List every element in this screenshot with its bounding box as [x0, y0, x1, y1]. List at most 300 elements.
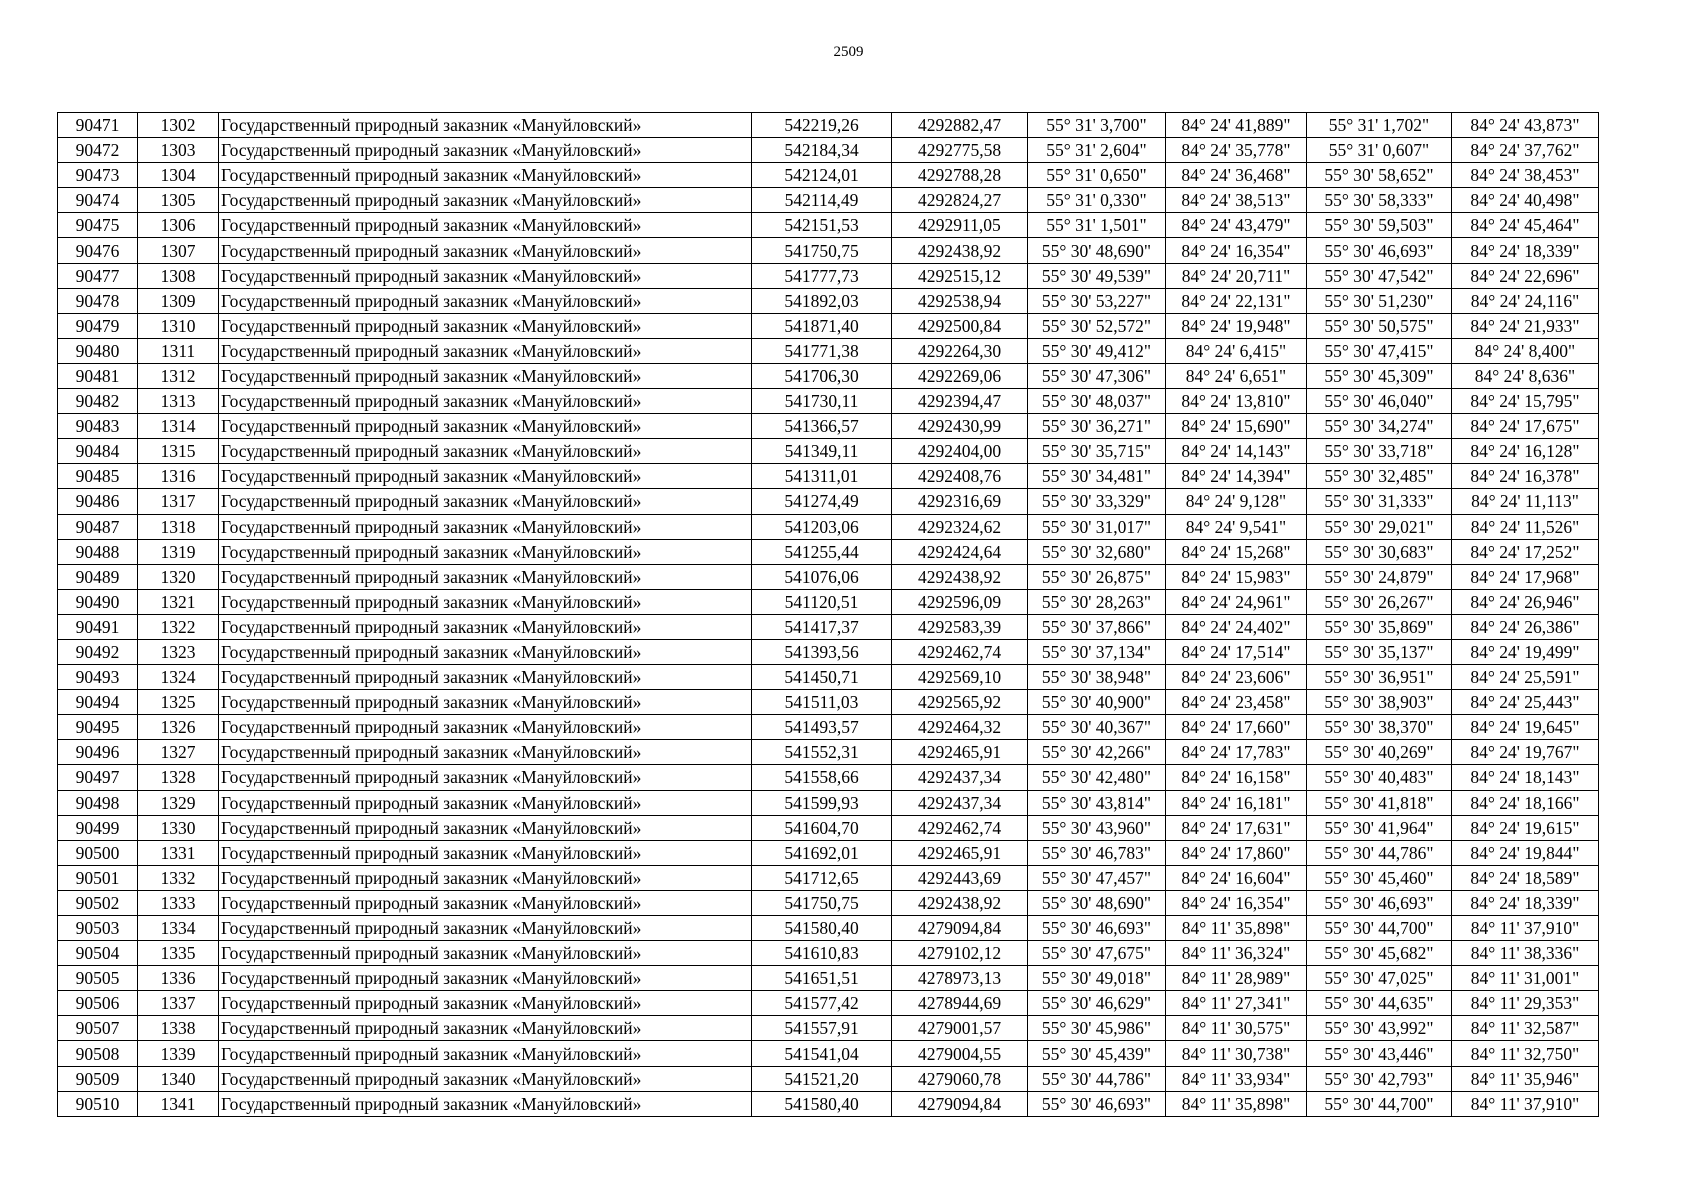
territory-name-cell: Государственный природный заказник «Мануйловский» — [219, 639, 752, 664]
x-coordinate-cell: 542114,49 — [752, 188, 892, 213]
row-number-cell: 90502 — [58, 890, 138, 915]
latitude-cell: 55° 30' 42,480" — [1028, 765, 1166, 790]
territory-name-cell: Государственный природный заказник «Мануйловский» — [219, 589, 752, 614]
x-coordinate-cell: 541750,75 — [752, 238, 892, 263]
longitude-cell: 84° 24' 16,604" — [1166, 865, 1307, 890]
table-row — [58, 941, 1599, 966]
latitude-2-cell: 55° 30' 44,786" — [1307, 840, 1452, 865]
row-number-cell: 90479 — [58, 313, 138, 338]
latitude-cell: 55° 30' 49,412" — [1028, 338, 1166, 363]
latitude-2-cell: 55° 30' 43,446" — [1307, 1041, 1452, 1066]
y-coordinate-cell: 4279094,84 — [892, 916, 1028, 941]
row-number-cell: 90473 — [58, 163, 138, 188]
row-number-cell: 90496 — [58, 740, 138, 765]
territory-name-cell: Государственный природный заказник «Мануйловский» — [219, 389, 752, 414]
table-row — [58, 715, 1599, 740]
latitude-2-cell: 55° 30' 58,652" — [1307, 163, 1452, 188]
point-number-cell: 1324 — [138, 665, 219, 690]
longitude-2-cell: 84° 24' 18,166" — [1452, 790, 1599, 815]
territory-name-cell: Государственный природный заказник «Мануйловский» — [219, 414, 752, 439]
longitude-2-cell: 84° 24' 19,844" — [1452, 840, 1599, 865]
territory-name-cell: Государственный природный заказник «Мануйловский» — [219, 690, 752, 715]
table-row — [58, 1091, 1599, 1116]
territory-name-cell: Государственный природный заказник «Мануйловский» — [219, 439, 752, 464]
table-body — [58, 113, 1599, 1117]
point-number-cell: 1322 — [138, 614, 219, 639]
table-row — [58, 338, 1599, 363]
longitude-cell: 84° 11' 27,341" — [1166, 991, 1307, 1016]
latitude-2-cell: 55° 30' 47,415" — [1307, 338, 1452, 363]
point-number-cell: 1331 — [138, 840, 219, 865]
point-number-cell: 1333 — [138, 890, 219, 915]
latitude-cell: 55° 31' 1,501" — [1028, 213, 1166, 238]
latitude-2-cell: 55° 30' 43,992" — [1307, 1016, 1452, 1041]
territory-name-cell: Государственный природный заказник «Мануйловский» — [219, 514, 752, 539]
latitude-cell: 55° 30' 43,960" — [1028, 815, 1166, 840]
table-row — [58, 363, 1599, 388]
point-number-cell: 1313 — [138, 389, 219, 414]
row-number-cell: 90493 — [58, 665, 138, 690]
territory-name-cell: Государственный природный заказник «Мануйловский» — [219, 213, 752, 238]
longitude-2-cell: 84° 24' 26,946" — [1452, 589, 1599, 614]
row-number-cell: 90477 — [58, 263, 138, 288]
x-coordinate-cell: 542151,53 — [752, 213, 892, 238]
point-number-cell: 1337 — [138, 991, 219, 1016]
longitude-2-cell: 84° 24' 18,143" — [1452, 765, 1599, 790]
territory-name-cell: Государственный природный заказник «Мануйловский» — [219, 790, 752, 815]
row-number-cell: 90491 — [58, 614, 138, 639]
territory-name-cell: Государственный природный заказник «Мануйловский» — [219, 564, 752, 589]
territory-name-cell: Государственный природный заказник «Мануйловский» — [219, 464, 752, 489]
latitude-2-cell: 55° 30' 26,267" — [1307, 589, 1452, 614]
longitude-2-cell: 84° 11' 38,336" — [1452, 941, 1599, 966]
territory-name-cell: Государственный природный заказник «Мануйловский» — [219, 665, 752, 690]
longitude-cell: 84° 24' 19,948" — [1166, 313, 1307, 338]
x-coordinate-cell: 541203,06 — [752, 514, 892, 539]
longitude-cell: 84° 24' 20,711" — [1166, 263, 1307, 288]
latitude-cell: 55° 30' 45,439" — [1028, 1041, 1166, 1066]
point-number-cell: 1310 — [138, 313, 219, 338]
territory-name-cell: Государственный природный заказник «Мануйловский» — [219, 539, 752, 564]
latitude-cell: 55° 30' 42,266" — [1028, 740, 1166, 765]
point-number-cell: 1325 — [138, 690, 219, 715]
x-coordinate-cell: 541076,06 — [752, 564, 892, 589]
territory-name-cell: Государственный природный заказник «Мануйловский» — [219, 715, 752, 740]
longitude-cell: 84° 24' 15,983" — [1166, 564, 1307, 589]
longitude-2-cell: 84° 24' 11,526" — [1452, 514, 1599, 539]
territory-name-cell: Государственный природный заказник «Мануйловский» — [219, 916, 752, 941]
point-number-cell: 1319 — [138, 539, 219, 564]
latitude-2-cell: 55° 30' 35,869" — [1307, 614, 1452, 639]
territory-name-cell: Государственный природный заказник «Мануйловский» — [219, 890, 752, 915]
latitude-2-cell: 55° 30' 47,025" — [1307, 966, 1452, 991]
x-coordinate-cell: 541450,71 — [752, 665, 892, 690]
longitude-2-cell: 84° 24' 45,464" — [1452, 213, 1599, 238]
y-coordinate-cell: 4292465,91 — [892, 740, 1028, 765]
table-row — [58, 690, 1599, 715]
latitude-2-cell: 55° 30' 33,718" — [1307, 439, 1452, 464]
row-number-cell: 90492 — [58, 639, 138, 664]
table-row — [58, 665, 1599, 690]
latitude-cell: 55° 30' 32,680" — [1028, 539, 1166, 564]
y-coordinate-cell: 4292438,92 — [892, 238, 1028, 263]
latitude-cell: 55° 30' 47,306" — [1028, 363, 1166, 388]
longitude-2-cell: 84° 24' 17,252" — [1452, 539, 1599, 564]
y-coordinate-cell: 4292824,27 — [892, 188, 1028, 213]
table-row — [58, 1016, 1599, 1041]
table-row — [58, 213, 1599, 238]
longitude-cell: 84° 11' 35,898" — [1166, 916, 1307, 941]
longitude-2-cell: 84° 11' 32,587" — [1452, 1016, 1599, 1041]
table-row — [58, 1041, 1599, 1066]
territory-name-cell: Государственный природный заказник «Мануйловский» — [219, 163, 752, 188]
y-coordinate-cell: 4292430,99 — [892, 414, 1028, 439]
territory-name-cell: Государственный природный заказник «Мануйловский» — [219, 263, 752, 288]
latitude-2-cell: 55° 30' 46,693" — [1307, 890, 1452, 915]
longitude-2-cell: 84° 24' 18,589" — [1452, 865, 1599, 890]
table-row — [58, 313, 1599, 338]
longitude-cell: 84° 24' 35,778" — [1166, 138, 1307, 163]
longitude-cell: 84° 24' 14,394" — [1166, 464, 1307, 489]
latitude-2-cell: 55° 30' 58,333" — [1307, 188, 1452, 213]
y-coordinate-cell: 4292500,84 — [892, 313, 1028, 338]
latitude-cell: 55° 30' 48,037" — [1028, 389, 1166, 414]
y-coordinate-cell: 4292538,94 — [892, 288, 1028, 313]
y-coordinate-cell: 4292565,92 — [892, 690, 1028, 715]
latitude-2-cell: 55° 30' 31,333" — [1307, 489, 1452, 514]
longitude-cell: 84° 24' 41,889" — [1166, 113, 1307, 138]
latitude-cell: 55° 30' 52,572" — [1028, 313, 1166, 338]
y-coordinate-cell: 4292465,91 — [892, 840, 1028, 865]
longitude-2-cell: 84° 11' 31,001" — [1452, 966, 1599, 991]
latitude-2-cell: 55° 30' 44,700" — [1307, 916, 1452, 941]
row-number-cell: 90471 — [58, 113, 138, 138]
territory-name-cell: Государственный природный заказник «Мануйловский» — [219, 1091, 752, 1116]
territory-name-cell: Государственный природный заказник «Мануйловский» — [219, 765, 752, 790]
latitude-cell: 55° 30' 49,018" — [1028, 966, 1166, 991]
longitude-2-cell: 84° 24' 16,128" — [1452, 439, 1599, 464]
territory-name-cell: Государственный природный заказник «Мануйловский» — [219, 113, 752, 138]
coordinates-table — [57, 112, 1599, 1117]
latitude-2-cell: 55° 30' 30,683" — [1307, 539, 1452, 564]
longitude-cell: 84° 24' 13,810" — [1166, 389, 1307, 414]
territory-name-cell: Государственный природный заказник «Мануйловский» — [219, 1016, 752, 1041]
latitude-cell: 55° 30' 35,715" — [1028, 439, 1166, 464]
row-number-cell: 90494 — [58, 690, 138, 715]
latitude-2-cell: 55° 30' 35,137" — [1307, 639, 1452, 664]
table-row — [58, 916, 1599, 941]
y-coordinate-cell: 4292437,34 — [892, 765, 1028, 790]
latitude-cell: 55° 30' 45,986" — [1028, 1016, 1166, 1041]
latitude-cell: 55° 31' 3,700" — [1028, 113, 1166, 138]
longitude-cell: 84° 24' 17,860" — [1166, 840, 1307, 865]
row-number-cell: 90505 — [58, 966, 138, 991]
row-number-cell: 90480 — [58, 338, 138, 363]
latitude-2-cell: 55° 30' 59,503" — [1307, 213, 1452, 238]
y-coordinate-cell: 4292462,74 — [892, 815, 1028, 840]
longitude-2-cell: 84° 24' 17,675" — [1452, 414, 1599, 439]
row-number-cell: 90495 — [58, 715, 138, 740]
territory-name-cell: Государственный природный заказник «Мануйловский» — [219, 1066, 752, 1091]
longitude-2-cell: 84° 24' 16,378" — [1452, 464, 1599, 489]
territory-name-cell: Государственный природный заказник «Мануйловский» — [219, 614, 752, 639]
row-number-cell: 90476 — [58, 238, 138, 263]
x-coordinate-cell: 541750,75 — [752, 890, 892, 915]
y-coordinate-cell: 4292269,06 — [892, 363, 1028, 388]
point-number-cell: 1323 — [138, 639, 219, 664]
longitude-cell: 84° 24' 17,514" — [1166, 639, 1307, 664]
longitude-cell: 84° 24' 6,415" — [1166, 338, 1307, 363]
point-number-cell: 1334 — [138, 916, 219, 941]
x-coordinate-cell: 541511,03 — [752, 690, 892, 715]
longitude-2-cell: 84° 11' 35,946" — [1452, 1066, 1599, 1091]
longitude-cell: 84° 24' 17,631" — [1166, 815, 1307, 840]
y-coordinate-cell: 4292882,47 — [892, 113, 1028, 138]
latitude-cell: 55° 31' 0,330" — [1028, 188, 1166, 213]
longitude-cell: 84° 24' 15,690" — [1166, 414, 1307, 439]
longitude-cell: 84° 24' 23,606" — [1166, 665, 1307, 690]
x-coordinate-cell: 541692,01 — [752, 840, 892, 865]
latitude-2-cell: 55° 30' 41,818" — [1307, 790, 1452, 815]
y-coordinate-cell: 4292462,74 — [892, 639, 1028, 664]
point-number-cell: 1311 — [138, 338, 219, 363]
point-number-cell: 1339 — [138, 1041, 219, 1066]
territory-name-cell: Государственный природный заказник «Мануйловский» — [219, 138, 752, 163]
latitude-cell: 55° 30' 40,367" — [1028, 715, 1166, 740]
point-number-cell: 1316 — [138, 464, 219, 489]
territory-name-cell: Государственный природный заказник «Мануйловский» — [219, 991, 752, 1016]
longitude-cell: 84° 24' 38,513" — [1166, 188, 1307, 213]
row-number-cell: 90474 — [58, 188, 138, 213]
longitude-2-cell: 84° 24' 38,453" — [1452, 163, 1599, 188]
point-number-cell: 1329 — [138, 790, 219, 815]
y-coordinate-cell: 4292324,62 — [892, 514, 1028, 539]
longitude-cell: 84° 24' 43,479" — [1166, 213, 1307, 238]
territory-name-cell: Государственный природный заказник «Мануйловский» — [219, 740, 752, 765]
longitude-2-cell: 84° 24' 37,762" — [1452, 138, 1599, 163]
table-row — [58, 238, 1599, 263]
y-coordinate-cell: 4278944,69 — [892, 991, 1028, 1016]
longitude-2-cell: 84° 24' 8,636" — [1452, 363, 1599, 388]
table-row — [58, 589, 1599, 614]
table-row — [58, 263, 1599, 288]
x-coordinate-cell: 541311,01 — [752, 464, 892, 489]
latitude-cell: 55° 30' 38,948" — [1028, 665, 1166, 690]
table-row — [58, 163, 1599, 188]
longitude-cell: 84° 24' 9,541" — [1166, 514, 1307, 539]
territory-name-cell: Государственный природный заказник «Мануйловский» — [219, 313, 752, 338]
y-coordinate-cell: 4292583,39 — [892, 614, 1028, 639]
table-row — [58, 991, 1599, 1016]
longitude-2-cell: 84° 24' 25,443" — [1452, 690, 1599, 715]
table-row — [58, 464, 1599, 489]
territory-name-cell: Государственный природный заказник «Мануйловский» — [219, 840, 752, 865]
point-number-cell: 1303 — [138, 138, 219, 163]
x-coordinate-cell: 541730,11 — [752, 389, 892, 414]
row-number-cell: 90484 — [58, 439, 138, 464]
latitude-cell: 55° 30' 28,263" — [1028, 589, 1166, 614]
table-row — [58, 414, 1599, 439]
longitude-cell: 84° 11' 28,989" — [1166, 966, 1307, 991]
longitude-cell: 84° 24' 22,131" — [1166, 288, 1307, 313]
longitude-cell: 84° 24' 36,468" — [1166, 163, 1307, 188]
row-number-cell: 90510 — [58, 1091, 138, 1116]
latitude-2-cell: 55° 30' 46,693" — [1307, 238, 1452, 263]
longitude-cell: 84° 24' 16,354" — [1166, 238, 1307, 263]
latitude-cell: 55° 30' 26,875" — [1028, 564, 1166, 589]
row-number-cell: 90486 — [58, 489, 138, 514]
latitude-cell: 55° 30' 46,693" — [1028, 916, 1166, 941]
x-coordinate-cell: 541274,49 — [752, 489, 892, 514]
point-number-cell: 1330 — [138, 815, 219, 840]
latitude-2-cell: 55° 30' 32,485" — [1307, 464, 1452, 489]
territory-name-cell: Государственный природный заказник «Мануйловский» — [219, 188, 752, 213]
y-coordinate-cell: 4279001,57 — [892, 1016, 1028, 1041]
latitude-cell: 55° 30' 36,271" — [1028, 414, 1166, 439]
y-coordinate-cell: 4279094,84 — [892, 1091, 1028, 1116]
point-number-cell: 1302 — [138, 113, 219, 138]
y-coordinate-cell: 4279102,12 — [892, 941, 1028, 966]
table-row — [58, 489, 1599, 514]
latitude-cell: 55° 31' 0,650" — [1028, 163, 1166, 188]
territory-name-cell: Государственный природный заказник «Мануйловский» — [219, 363, 752, 388]
x-coordinate-cell: 541541,04 — [752, 1041, 892, 1066]
table-row — [58, 1066, 1599, 1091]
longitude-2-cell: 84° 24' 8,400" — [1452, 338, 1599, 363]
latitude-cell: 55° 30' 31,017" — [1028, 514, 1166, 539]
longitude-2-cell: 84° 11' 37,910" — [1452, 916, 1599, 941]
point-number-cell: 1340 — [138, 1066, 219, 1091]
latitude-cell: 55° 31' 2,604" — [1028, 138, 1166, 163]
longitude-cell: 84° 11' 33,934" — [1166, 1066, 1307, 1091]
y-coordinate-cell: 4292438,92 — [892, 564, 1028, 589]
latitude-cell: 55° 30' 46,629" — [1028, 991, 1166, 1016]
latitude-cell: 55° 30' 49,539" — [1028, 263, 1166, 288]
row-number-cell: 90503 — [58, 916, 138, 941]
x-coordinate-cell: 541255,44 — [752, 539, 892, 564]
y-coordinate-cell: 4292404,00 — [892, 439, 1028, 464]
latitude-2-cell: 55° 30' 40,483" — [1307, 765, 1452, 790]
y-coordinate-cell: 4292788,28 — [892, 163, 1028, 188]
latitude-cell: 55° 30' 46,693" — [1028, 1091, 1166, 1116]
territory-name-cell: Государственный природный заказник «Мануйловский» — [219, 966, 752, 991]
point-number-cell: 1320 — [138, 564, 219, 589]
y-coordinate-cell: 4292316,69 — [892, 489, 1028, 514]
point-number-cell: 1341 — [138, 1091, 219, 1116]
x-coordinate-cell: 541120,51 — [752, 589, 892, 614]
y-coordinate-cell: 4292569,10 — [892, 665, 1028, 690]
latitude-2-cell: 55° 30' 47,542" — [1307, 263, 1452, 288]
longitude-cell: 84° 11' 30,738" — [1166, 1041, 1307, 1066]
latitude-2-cell: 55° 30' 44,635" — [1307, 991, 1452, 1016]
longitude-2-cell: 84° 24' 17,968" — [1452, 564, 1599, 589]
longitude-cell: 84° 11' 36,324" — [1166, 941, 1307, 966]
latitude-cell: 55° 30' 47,457" — [1028, 865, 1166, 890]
latitude-cell: 55° 30' 47,675" — [1028, 941, 1166, 966]
x-coordinate-cell: 541599,93 — [752, 790, 892, 815]
latitude-cell: 55° 30' 48,690" — [1028, 238, 1166, 263]
longitude-2-cell: 84° 24' 18,339" — [1452, 238, 1599, 263]
longitude-2-cell: 84° 24' 26,386" — [1452, 614, 1599, 639]
y-coordinate-cell: 4292408,76 — [892, 464, 1028, 489]
table-row — [58, 639, 1599, 664]
row-number-cell: 90508 — [58, 1041, 138, 1066]
latitude-cell: 55° 30' 33,329" — [1028, 489, 1166, 514]
x-coordinate-cell: 542184,34 — [752, 138, 892, 163]
longitude-cell: 84° 24' 16,181" — [1166, 790, 1307, 815]
row-number-cell: 90475 — [58, 213, 138, 238]
row-number-cell: 90504 — [58, 941, 138, 966]
row-number-cell: 90499 — [58, 815, 138, 840]
point-number-cell: 1328 — [138, 765, 219, 790]
latitude-cell: 55° 30' 53,227" — [1028, 288, 1166, 313]
row-number-cell: 90500 — [58, 840, 138, 865]
latitude-2-cell: 55° 30' 45,309" — [1307, 363, 1452, 388]
row-number-cell: 90507 — [58, 1016, 138, 1041]
territory-name-cell: Государственный природный заказник «Мануйловский» — [219, 238, 752, 263]
x-coordinate-cell: 541349,11 — [752, 439, 892, 464]
table-row — [58, 288, 1599, 313]
longitude-cell: 84° 24' 16,158" — [1166, 765, 1307, 790]
x-coordinate-cell: 541771,38 — [752, 338, 892, 363]
y-coordinate-cell: 4279060,78 — [892, 1066, 1028, 1091]
longitude-cell: 84° 24' 6,651" — [1166, 363, 1307, 388]
row-number-cell: 90501 — [58, 865, 138, 890]
latitude-2-cell: 55° 31' 1,702" — [1307, 113, 1452, 138]
longitude-cell: 84° 24' 24,961" — [1166, 589, 1307, 614]
x-coordinate-cell: 541892,03 — [752, 288, 892, 313]
table-row — [58, 439, 1599, 464]
x-coordinate-cell: 541393,56 — [752, 639, 892, 664]
x-coordinate-cell: 541366,57 — [752, 414, 892, 439]
point-number-cell: 1318 — [138, 514, 219, 539]
table-row — [58, 188, 1599, 213]
table-row — [58, 389, 1599, 414]
y-coordinate-cell: 4279004,55 — [892, 1041, 1028, 1066]
point-number-cell: 1338 — [138, 1016, 219, 1041]
table-row — [58, 539, 1599, 564]
point-number-cell: 1305 — [138, 188, 219, 213]
x-coordinate-cell: 542124,01 — [752, 163, 892, 188]
table-row — [58, 815, 1599, 840]
row-number-cell: 90487 — [58, 514, 138, 539]
row-number-cell: 90488 — [58, 539, 138, 564]
x-coordinate-cell: 541712,65 — [752, 865, 892, 890]
row-number-cell: 90481 — [58, 363, 138, 388]
row-number-cell: 90489 — [58, 564, 138, 589]
x-coordinate-cell: 541557,91 — [752, 1016, 892, 1041]
row-number-cell: 90483 — [58, 414, 138, 439]
x-coordinate-cell: 541493,57 — [752, 715, 892, 740]
longitude-cell: 84° 24' 17,660" — [1166, 715, 1307, 740]
longitude-2-cell: 84° 24' 18,339" — [1452, 890, 1599, 915]
table-row — [58, 614, 1599, 639]
territory-name-cell: Государственный природный заказник «Мануйловский» — [219, 815, 752, 840]
longitude-2-cell: 84° 11' 37,910" — [1452, 1091, 1599, 1116]
y-coordinate-cell: 4278973,13 — [892, 966, 1028, 991]
longitude-2-cell: 84° 24' 25,591" — [1452, 665, 1599, 690]
longitude-2-cell: 84° 11' 29,353" — [1452, 991, 1599, 1016]
x-coordinate-cell: 542219,26 — [752, 113, 892, 138]
latitude-cell: 55° 30' 46,783" — [1028, 840, 1166, 865]
point-number-cell: 1336 — [138, 966, 219, 991]
latitude-2-cell: 55° 30' 29,021" — [1307, 514, 1452, 539]
x-coordinate-cell: 541610,83 — [752, 941, 892, 966]
y-coordinate-cell: 4292264,30 — [892, 338, 1028, 363]
point-number-cell: 1327 — [138, 740, 219, 765]
row-number-cell: 90509 — [58, 1066, 138, 1091]
x-coordinate-cell: 541706,30 — [752, 363, 892, 388]
